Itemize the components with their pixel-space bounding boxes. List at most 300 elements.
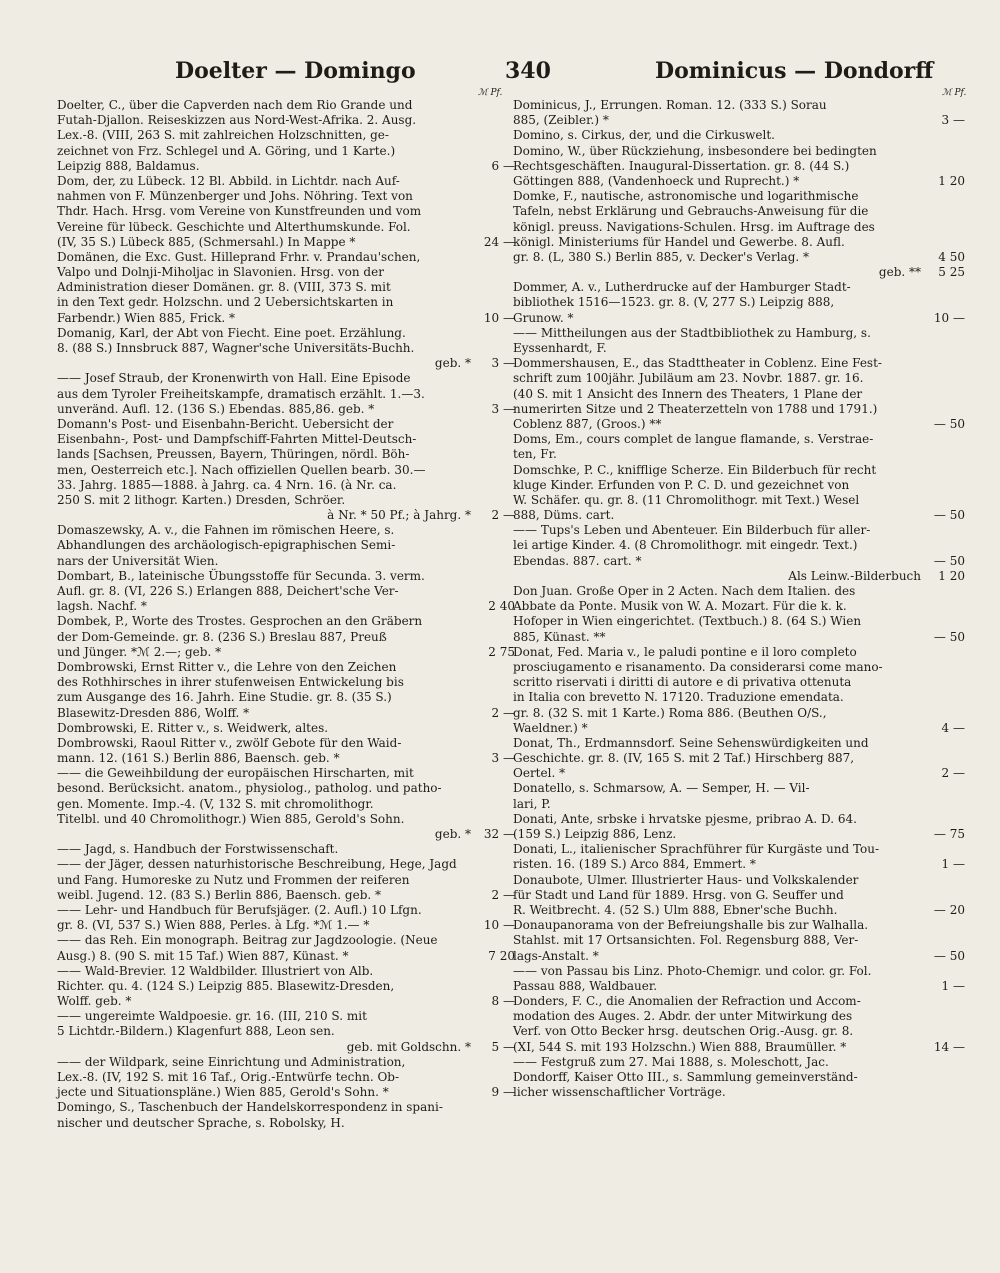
entry-text: geb. ** [878,265,921,280]
entry-text: Thdr. Hach. Hrsg. vom Vereine von Kunstfreunden und vom [57,204,422,219]
entry-line [513,979,965,994]
entry-price: 3 — [941,113,965,128]
entry-line [57,402,515,417]
entry-text: Donaubote, Ulmer. Illustrierter Haus- und Volkskalender [513,872,859,887]
entry-line [57,1100,515,1115]
entry-line [513,599,965,614]
entry-text: Domino, W., über Rückziehung, insbesondere bei bedingten [513,143,877,158]
entry-text: —— Tups's Leben und Abenteuer. Ein Bilderbuch für aller- [513,523,871,538]
entry-line [57,159,515,174]
entry-line [513,554,965,569]
entry-line [513,356,965,371]
entry-price: 2 — [941,766,965,781]
entry-text: Dombrowski, E. Ritter v., s. Weidwerk, altes. [57,720,329,735]
entry-line [57,964,515,979]
entry-price: 10 — [483,918,515,933]
entry-line [513,569,965,584]
entry-line [513,1009,965,1024]
entry-text: Domke, F., nautische, astronomische und logarithmische [513,189,859,204]
entry-text: Lex.-8. (VIII, 263 S. mit zahlreichen Holzschnitten, ge- [57,128,389,143]
entry-text: risten. 16. (189 S.) Arco 884, Emmert. * [513,857,756,872]
entry-line [513,766,965,781]
entry-price: 1 — [941,978,965,993]
entry-price: 4 — [941,720,965,735]
entry-line [57,1024,515,1039]
entry-text: Donati, Ante, srbske i hrvatske pjesme, pribrao A. D. 64. [513,811,857,826]
entry-text: Titelbl. und 40 Chromolithogr.) Wien 885, Gerold's Sohn. [57,811,405,826]
entry-text: Dommer, A. v., Lutherdrucke auf der Hamburger Stadt- [513,280,851,295]
entry-line [57,144,515,159]
entry-line [57,569,515,584]
entry-text: geb. mit Goldschn. * [346,1039,471,1054]
entry-line [513,812,965,827]
entry-price: 1 — [941,857,965,872]
entry-text: Donatello, s. Schmarsow, A. — Semper, H. — Vil- [513,781,810,796]
entry-price: 2 — [491,887,515,902]
entry-line [57,706,515,721]
entry-line [57,280,515,295]
entry-line [513,949,965,964]
right-column [513,98,965,1100]
entry-text: à Nr. * 50 Pf.; à Jahrg. * [327,508,471,523]
entry-text: (40 S. mit 1 Ansicht des Innern des Theaters, 1 Plane der [513,386,863,401]
entry-text: jecte und Situationspläne.) Wien 885, Gerold's Sohn. * [57,1085,389,1100]
entry-line [513,447,965,462]
entry-line [57,1116,515,1131]
entry-text: Tafeln, nebst Erklärung und Gebrauchs-Anweisung für die [513,204,869,219]
entry-line [57,478,515,493]
entry-text: Geschichte. gr. 8. (IV, 165 S. mit 2 Taf.) Hirschberg 887, [513,751,855,766]
entry-line [513,159,965,174]
entry-text: Donders, F. C., die Anomalien der Refraction und Accom- [513,994,861,1009]
entry-line [513,220,965,235]
entry-line [513,250,965,265]
entry-line [57,1085,515,1100]
entry-text: lags-Anstalt. * [513,948,599,963]
entry-text: Donat, Fed. Maria v., le paludi pontine e il loro completo [513,644,857,659]
entry-text: und Fang. Humoreske zu Nutz und Frommen der reiferen [57,872,410,887]
entry-line [57,888,515,903]
entry-line [57,1055,515,1070]
page-number: 340 [505,58,551,84]
entry-price: 10 — [483,310,515,325]
entry-text: Grunow. * [513,310,574,325]
entry-text: Doms, Em., cours complet de langue flamande, s. Verstrae- [513,432,874,447]
entry-text: Futah-Djallon. Reiseskizzen aus Nord-West-Afrika. 2. Ausg. [57,113,417,128]
entry-price: 5 25 [938,265,965,280]
entry-line [57,933,515,948]
entry-line [57,417,515,432]
entry-line [513,797,965,812]
entry-text: Wolff. geb. * [57,994,132,1009]
left-column [57,98,515,1131]
price-column-head-left: ℳ Pf. [478,88,503,98]
entry-line [513,1085,965,1100]
entry-text: Dondorff, Kaiser Otto III., s. Sammlung gemeinverständ- [513,1070,858,1084]
entry-line [513,478,965,493]
entry-line [513,994,965,1009]
entry-text: —— Festgruß zum 27. Mai 1888, s. Moleschott, Jac. [513,1054,829,1069]
entry-price: 2 40 [488,599,515,614]
entry-text: Administration dieser Domänen. gr. 8. (VIII, 373 S. mit [57,280,391,295]
entry-line [57,356,515,371]
entry-text: gr. 8. (VI, 537 S.) Wien 888, Perles. à Lfg. *ℳ 1.— * [57,918,370,933]
entry-line [57,326,515,341]
entry-line [513,371,965,386]
entry-text: —— Jagd, s. Handbuch der Forstwissenschaft. [57,842,339,857]
entry-line [57,645,515,660]
entry-text: in den Text gedr. Holzschn. und 2 Uebersichtskarten in [57,295,394,310]
entry-text: —— der Wildpark, seine Einrichtung und Administration, [57,1054,406,1069]
entry-line [57,295,515,310]
entry-text: —— Mittheilungen aus der Stadtbibliothek zu Hamburg, s. [513,325,871,340]
entry-text: —— Lehr- und Handbuch für Berufsjäger. (2. Aufl.) 10 Lfgn. [57,902,422,917]
entry-line [57,204,515,219]
price-column-head-right: ℳ Pf. [942,88,967,98]
entry-text: Oertel. * [513,766,566,781]
entry-text: Dominicus, J., Errungen. Roman. 12. (333 S.) Sorau [513,98,827,112]
entry-text: königl. preuss. Navigations-Schulen. Hrsg. im Auftrage des [513,219,875,234]
entry-text: bibliothek 1516—1523. gr. 8. (V, 277 S.) Leipzig 888, [513,295,835,310]
entry-line [57,371,515,386]
entry-text: Verf. von Otto Becker hrsg. deutschen Orig.-Ausg. gr. 8. [513,1024,854,1039]
entry-text: schrift zum 100jähr. Jubiläum am 23. Novbr. 1887. gr. 16. [513,371,864,386]
entry-line [513,630,965,645]
entry-text: prosciugamento e risanamento. Da considerarsi come mano- [513,659,883,674]
entry-line [513,538,965,553]
entry-line [513,235,965,250]
entry-price: 6 — [491,158,515,173]
entry-price: 2 — [491,705,515,720]
entry-text: Domino, s. Cirkus, der, und die Cirkuswelt. [513,128,775,143]
entry-text: unveränd. Aufl. 12. (136 S.) Ebendas. 885,86. geb. * [57,401,375,416]
entry-text: Als Leinw.-Bilderbuch [788,568,921,583]
entry-line [513,295,965,310]
entry-line [57,812,515,827]
entry-text: (159 S.) Leipzig 886, Lenz. [513,827,677,841]
entry-text: geb. * [434,356,471,371]
entry-text: R. Weitbrecht. 4. (52 S.) Ulm 888, Ebner'sche Buchh. [513,902,838,917]
entry-text: Dombart, B., lateinische Übungsstoffe für Secunda. 3. verm. [57,568,425,583]
entry-text: Domänen, die Exc. Gust. Hilleprand Frhr. v. Prandau'schen, [57,249,421,264]
entry-line [57,766,515,781]
entry-line [57,736,515,751]
entry-text: 5 Lichtdr.-Bildern.) Klagenfurt 888, Leon sen. [57,1024,335,1039]
entry-line [513,842,965,857]
entry-line [57,523,515,538]
entry-price: 4 50 [938,249,965,264]
entry-line [57,827,515,842]
entry-line [513,174,965,189]
entry-line [57,690,515,705]
entry-text: 888, Düms. cart. [513,508,615,523]
entry-line [513,341,965,356]
entry-text: Blasewitz-Dresden 886, Wolff. * [57,705,250,720]
entry-price: — 50 [933,948,965,963]
entry-text: Valpo und Dolnji-Miholjac in Slavonien. Hrsg. von der [57,265,384,280]
entry-text: lagsh. Nachf. * [57,599,147,614]
entry-text: Coblenz 887, (Groos.) ** [513,416,662,431]
entry-line [513,918,965,933]
entry-line [513,721,965,736]
entry-text: aus dem Tyroler Freiheitskampfe, dramatisch erzählt. 1.—3. [57,386,425,401]
entry-text: Dombek, P., Worte des Trostes. Gesprochen an den Gräbern [57,614,423,629]
entry-price: 3 — [491,356,515,371]
header-right: Dominicus — Dondorff [655,58,934,84]
entry-price: 3 — [491,401,515,416]
entry-text: nahmen von F. Münzenberger und Johs. Nöhring. Text von [57,189,413,204]
entry-text: gr. 8. (32 S. mit 1 Karte.) Roma 886. (Beuthen O/S., [513,705,827,720]
entry-text: Farbendr.) Wien 885, Frick. * [57,310,235,325]
entry-line [513,463,965,478]
entry-text: ten, Fr. [513,447,557,462]
entry-line [513,326,965,341]
entry-line [57,751,515,766]
entry-line [513,402,965,417]
entry-text: besond. Berücksicht. anatom., physiolog., patholog. und patho- [57,781,442,796]
entry-text: nars der Universität Wien. [57,553,219,568]
entry-line [57,447,515,462]
entry-line [513,280,965,295]
entry-line [57,857,515,872]
entry-price: — 75 [933,827,965,841]
entry-line [513,1024,965,1039]
entry-price: 5 — [491,1039,515,1054]
entry-price: 1 20 [938,173,965,188]
entry-price: 14 — [933,1039,965,1054]
entry-line [57,508,515,523]
entry-price: 9 — [491,1085,515,1100]
entry-line [513,128,965,143]
entry-text: lei artige Kinder. 4. (8 Chromolithogr. mit eingedr. Text.) [513,538,858,553]
entry-line [57,387,515,402]
entry-line [57,98,515,113]
entry-line [57,189,515,204]
entry-text: (XI, 544 S. mit 193 Holzschn.) Wien 888, Braumüller. * [513,1039,847,1054]
entry-price: 24 — [483,234,515,249]
entry-line [513,903,965,918]
entry-line [513,751,965,766]
entry-text: weibl. Jugend. 12. (83 S.) Berlin 886, Baensch. geb. * [57,887,382,902]
entry-price: — 50 [933,629,965,644]
entry-line [57,1070,515,1085]
entry-text: Donati, L., italienischer Sprachführer für Kurgäste und Tou- [513,842,880,857]
entry-line [57,220,515,235]
entry-text: kluge Kinder. Erfunden von P. C. D. und gezeichnet von [513,477,850,492]
entry-price: 7 20 [488,948,515,963]
entry-line [57,994,515,1009]
entry-price: 10 — [933,310,965,325]
entry-line [513,417,965,432]
entry-line [57,721,515,736]
entry-line [57,584,515,599]
entry-line [513,675,965,690]
entry-line [57,660,515,675]
entry-text: —— der Jäger, dessen naturhistorische Beschreibung, Hege, Jagd [57,857,457,872]
entry-line [513,660,965,675]
entry-text: 250 S. mit 2 lithogr. Karten.) Dresden, Schröer. [57,492,346,507]
entry-text: numerirten Sitze und 2 Theaterzetteln von 1788 und 1791.) [513,401,878,416]
entry-price: — 20 [933,902,965,917]
entry-line [57,113,515,128]
entry-price: 8 — [491,994,515,1009]
entry-text: geb. * [434,827,471,841]
entry-line [513,827,965,842]
entry-text: Ebendas. 887. cart. * [513,553,642,568]
entry-line [57,675,515,690]
entry-line [513,1055,965,1070]
entry-line [57,979,515,994]
entry-line [57,538,515,553]
entry-line [513,387,965,402]
entry-line [57,128,515,143]
entry-text: Domschke, P. C., knifflige Scherze. Ein Bilderbuch für recht [513,462,877,477]
entry-text: der Dom-Gemeinde. gr. 8. (236 S.) Breslau 887, Preuß [57,629,387,644]
entry-price: 32 — [483,827,515,841]
entry-line [513,873,965,888]
entry-text: für Stadt und Land für 1889. Hrsg. von G. Seuffer und [513,887,844,902]
entry-text: zeichnet von Frz. Schlegel und A. Göring, und 1 Karte.) [57,143,396,158]
entry-text: —— das Reh. Ein monograph. Beitrag zur Jagdzoologie. (Neue [57,933,438,948]
entry-text: W. Schäfer. qu. gr. 8. (11 Chromolithogr. mit Text.) Wesel [513,492,860,507]
entry-text: —— die Geweihbildung der europäischen Hirscharten, mit [57,766,414,781]
entry-line [57,432,515,447]
entry-line [57,174,515,189]
entry-text: (IV, 35 S.) Lübeck 885, (Schmersahl.) In Mappe * [57,234,356,249]
entry-line [513,265,965,280]
entry-line [513,1070,965,1085]
entry-text: 885, Künast. ** [513,629,606,644]
entry-line [513,432,965,447]
entry-line [513,736,965,751]
entry-price: 1 20 [938,568,965,583]
entry-text: gr. 8. (L, 380 S.) Berlin 885, v. Decker's Verlag. * [513,249,810,264]
entry-text: und Jünger. *ℳ 2.—; geb. * [57,644,222,659]
entry-line [513,614,965,629]
entry-line [513,857,965,872]
entry-line [513,1040,965,1055]
entry-text: Aufl. gr. 8. (VI, 226 S.) Erlangen 888, Deichert'sche Ver- [57,584,399,598]
entry-text: Eyssenhardt, F. [513,341,607,355]
entry-text: lands [Sachsen, Preussen, Bayern, Thüringen, nördl. Böh- [57,447,410,462]
entry-line [57,493,515,508]
entry-text: Vereine für lübeck. Geschichte und Alterthumskunde. Fol. [57,219,411,234]
entry-text: Rechtsgeschäften. Inaugural-Dissertation. gr. 8. (44 S.) [513,158,850,173]
entry-text: Don Juan. Große Oper in 2 Acten. Nach dem Italien. des [513,584,856,598]
entry-text: —— Josef Straub, der Kronenwirth von Hall. Eine Episode [57,371,411,386]
entry-line [57,842,515,857]
entry-text: Lex.-8. (IV, 192 S. mit 16 Taf., Orig.-Entwürfe techn. Ob- [57,1070,400,1084]
entry-line [57,265,515,280]
entry-text: Eisenbahn-, Post- und Dampfschiff-Fahrten Mittel-Deutsch- [57,432,417,447]
entry-line [57,781,515,796]
header-left: Doelter — Domingo [175,58,416,84]
entry-price: — 50 [933,416,965,431]
entry-text: Donat, Th., Erdmannsdorf. Seine Sehenswürdigkeiten und [513,735,869,750]
entry-line [513,113,965,128]
entry-line [513,189,965,204]
entry-text: zum Ausgange des 16. Jahrh. Eine Studie. gr. 8. (35 S.) [57,690,392,705]
entry-text: Domann's Post- und Eisenbahn-Bericht. Uebersicht der [57,416,394,431]
entry-line [513,204,965,219]
entry-line [513,584,965,599]
entry-text: men, Oesterreich etc.]. Nach offiziellen Quellen bearb. 30.— [57,462,426,477]
entry-line [513,508,965,523]
entry-line [57,903,515,918]
entry-text: Domanig, Karl, der Abt von Fiecht. Eine poet. Erzählung. [57,325,406,340]
entry-line [57,599,515,614]
entry-text: 33. Jahrg. 1885—1888. à Jahrg. ca. 4 Nrn. 16. (à Nr. ca. [57,477,397,492]
entry-line [513,523,965,538]
entry-line [57,614,515,629]
entry-text: —— Wald-Brevier. 12 Waldbilder. Illustriert von Alb. [57,963,374,978]
entry-line [57,1040,515,1055]
entry-line [57,311,515,326]
entry-text: modation des Auges. 2. Abdr. der unter Mitwirkung des [513,1009,853,1024]
entry-text: Ausg.) 8. (90 S. mit 15 Taf.) Wien 887, Künast. * [57,948,349,963]
entry-text: Dom, der, zu Lübeck. 12 Bl. Abbild. in Lichtdr. nach Auf- [57,173,400,188]
entry-text: Göttingen 888, (Vandenhoeck und Ruprecht.) * [513,173,800,188]
entry-line [57,918,515,933]
entry-line [57,949,515,964]
entry-price: — 50 [933,553,965,568]
entry-text: Domaszewsky, A. v., die Fahnen im römischen Heere, s. [57,523,395,538]
entry-price: 2 — [491,508,515,523]
entry-line [513,144,965,159]
entry-text: gen. Momente. Imp.-4. (V, 132 S. mit chromolithogr. [57,796,374,811]
entry-text: mann. 12. (161 S.) Berlin 886, Baensch. geb. * [57,751,340,766]
entry-price: — 50 [933,508,965,523]
entry-line [57,554,515,569]
entry-text: Doelter, C., über die Capverden nach dem Rio Grande und [57,98,413,112]
entry-line [57,341,515,356]
entry-text: lari, P. [513,796,551,811]
entry-line [57,235,515,250]
entry-line [513,781,965,796]
entry-line [57,463,515,478]
entry-text: licher wissenschaftlicher Vorträge. [513,1085,726,1100]
entry-line [513,493,965,508]
entry-text: Abhandlungen des archäologisch-epigraphischen Semi- [57,538,396,553]
entry-text: Stahlst. mit 17 Ortsansichten. Fol. Regensburg 888, Ver- [513,933,859,948]
entry-price: 2 75 [488,644,515,659]
entry-text: Donaupanorama von der Befreiungshalle bis zur Walhalla. [513,918,869,933]
entry-text: Dommershausen, E., das Stadttheater in Coblenz. Eine Fest- [513,356,882,371]
entry-text: Abbate da Ponte. Musik von W. A. Mozart. Für die k. k. [513,599,847,614]
entry-text: Richter. qu. 4. (124 S.) Leipzig 885. Blasewitz-Dresden, [57,978,395,993]
entry-line [513,888,965,903]
entry-text: scritto riservati i diritti di autore e di privativa ottenuta [513,675,852,690]
entry-line [57,630,515,645]
entry-line [57,797,515,812]
entry-text: 8. (88 S.) Innsbruck 887, Wagner'sche Universitäts-Buchh. [57,341,415,355]
entry-text: Dombrowski, Ernst Ritter v., die Lehre von den Zeichen [57,659,397,674]
entry-line [513,645,965,660]
entry-line [513,706,965,721]
entry-line [57,250,515,265]
entry-line [513,964,965,979]
entry-line [513,690,965,705]
entry-text: nischer und deutscher Sprache, s. Robolsky, H. [57,1115,345,1130]
entry-text: Domingo, S., Taschenbuch der Handelskorrespondenz in spani- [57,1100,443,1115]
entry-text: Dombrowski, Raoul Ritter v., zwölf Gebote für den Waid- [57,735,402,750]
entry-text: —— von Passau bis Linz. Photo-Chemigr. und color. gr. Fol. [513,963,872,978]
entry-text: 885, (Zeibler.) * [513,113,609,128]
entry-text: königl. Ministeriums für Handel und Gewerbe. 8. Aufl. [513,234,845,249]
entry-line [57,873,515,888]
entry-line [513,98,965,113]
entry-text: in Italia con brevetto N. 17120. Traduzione emendata. [513,690,844,705]
